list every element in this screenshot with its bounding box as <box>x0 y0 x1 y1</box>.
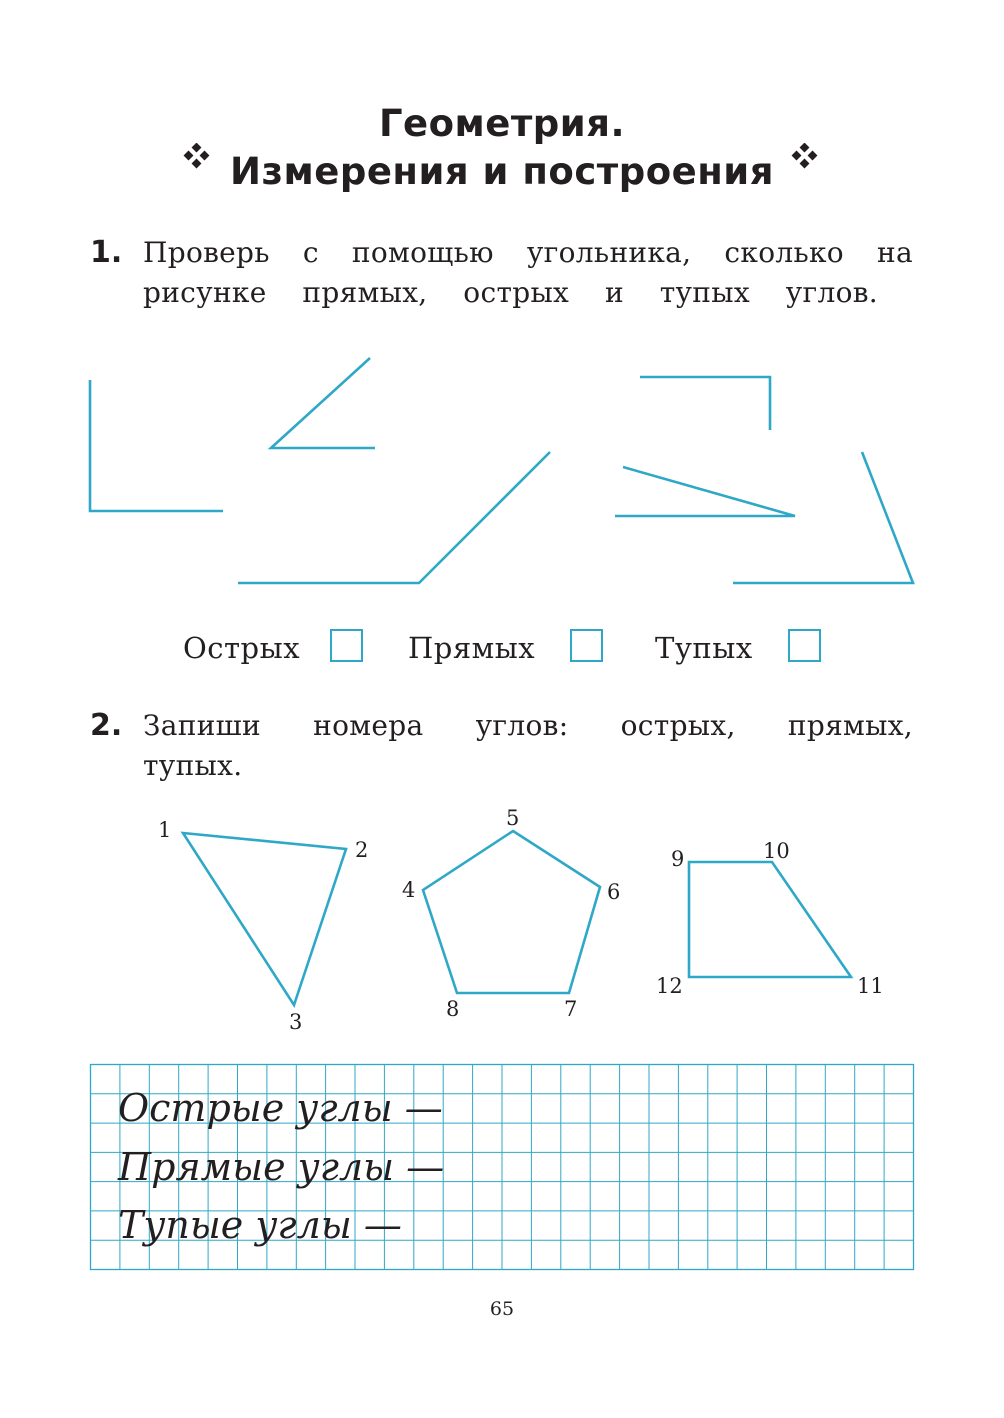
task-number: 2. <box>90 708 123 743</box>
vertex-label: 12 <box>656 974 683 998</box>
chapter-title-line1: Геометрия. <box>378 102 626 145</box>
vertex-label: 7 <box>564 997 578 1021</box>
answer-label-obtuse: Тупых <box>655 631 753 665</box>
handwritten-right[interactable]: Прямые углы — <box>118 1145 445 1189</box>
vertex-label: 4 <box>402 878 416 902</box>
handwritten-acute[interactable]: Острые углы — <box>118 1086 443 1130</box>
task-text: Проверь с помощью угольника, сколько на <box>143 236 913 269</box>
vertex-label: 3 <box>289 1010 303 1034</box>
task-text: рисунке прямых, острых и тупых углов. <box>143 276 878 309</box>
vertex-label: 11 <box>857 974 884 998</box>
vertex-label: 9 <box>671 847 685 871</box>
vertex-label: 1 <box>158 818 172 842</box>
answer-label-acute: Острых <box>183 631 301 665</box>
handwritten-obtuse[interactable]: Тупые углы — <box>118 1203 402 1247</box>
vertex-label: 10 <box>763 839 790 863</box>
vertex-label: 6 <box>607 880 621 904</box>
task-text: тупых. <box>143 749 243 782</box>
page-number: 65 <box>489 1298 515 1320</box>
vertex-label: 8 <box>446 997 460 1021</box>
vertex-label: 2 <box>355 838 369 862</box>
task-number: 1. <box>90 235 123 270</box>
answer-label-right: Прямых <box>408 631 536 665</box>
vertex-label: 5 <box>506 806 520 830</box>
chapter-title-line2: Измерения и построения <box>230 150 774 193</box>
task-text: Запиши номера углов: острых, прямых, <box>143 709 913 742</box>
